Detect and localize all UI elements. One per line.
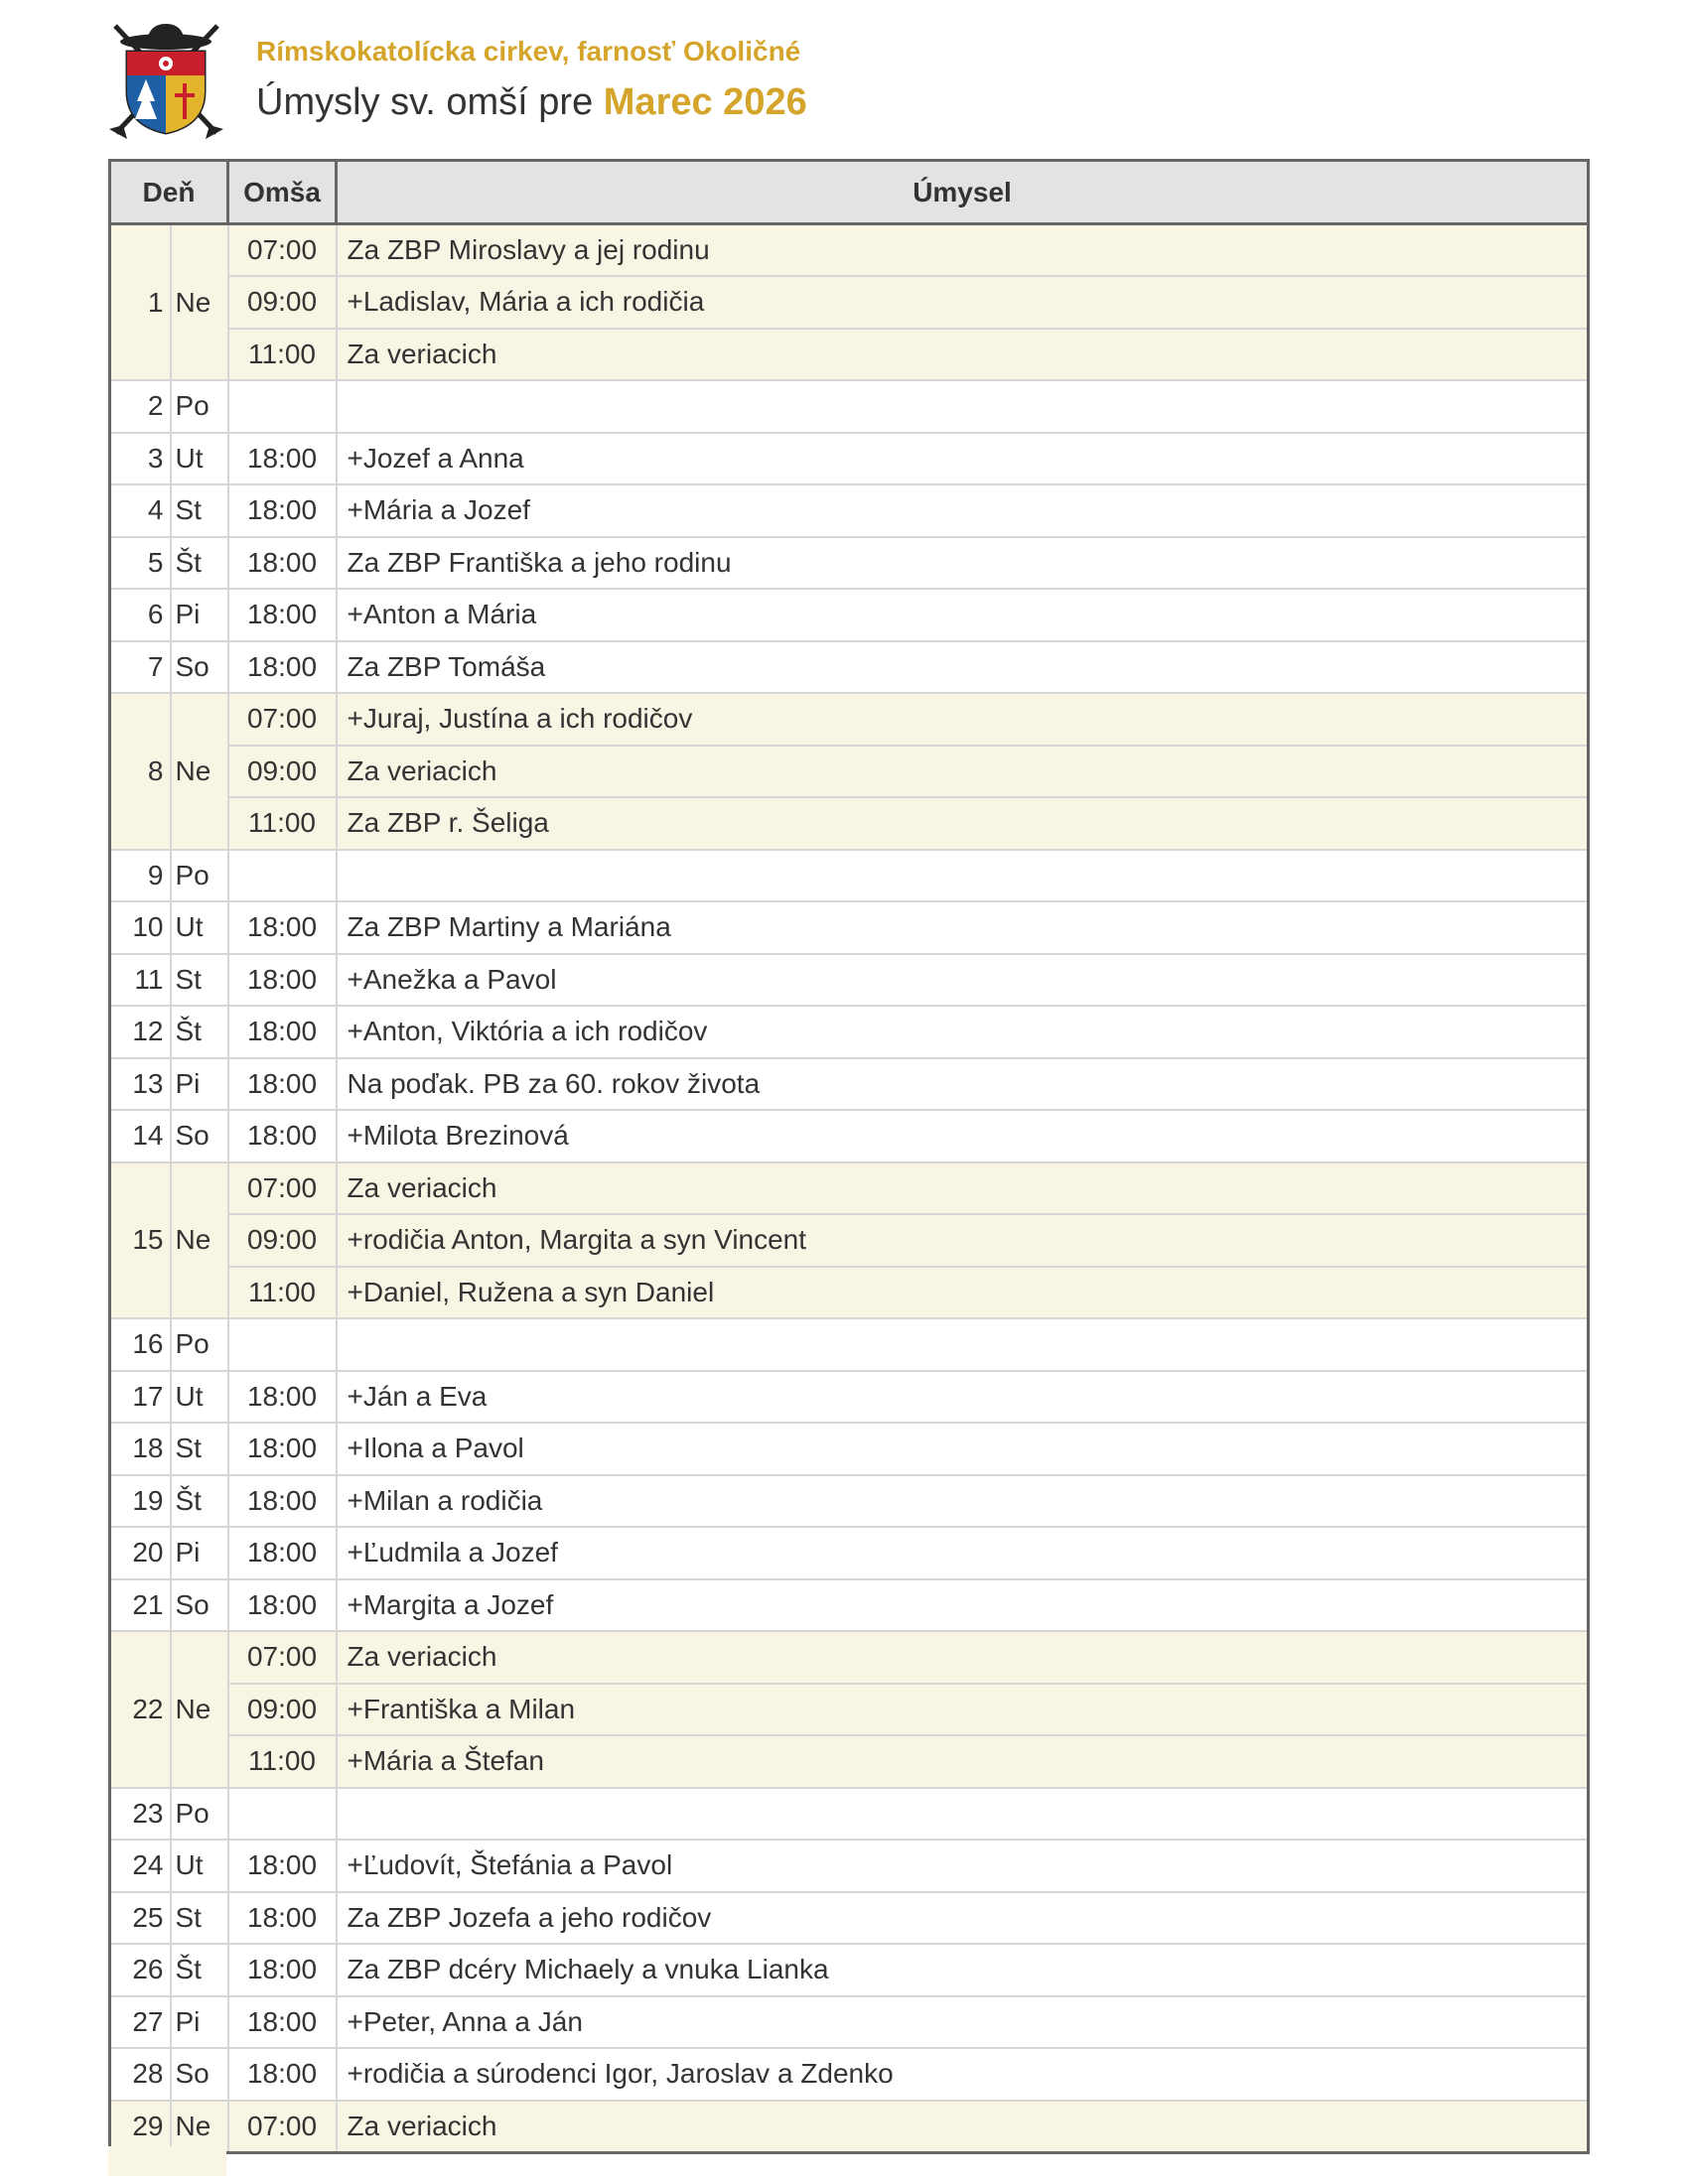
day-number: 26	[110, 1944, 171, 1996]
table-row	[110, 850, 1589, 902]
mass-time: 18:00	[228, 1996, 337, 2049]
mass-intention: +Jozef a Anna	[337, 433, 1589, 485]
mass-intention: +Mária a Štefan	[337, 1735, 1589, 1788]
table-row	[110, 329, 1589, 381]
day-of-week: Po	[171, 1318, 228, 1371]
day-of-week: Ut	[171, 901, 228, 954]
table-row	[110, 1058, 1589, 1111]
month-label: Marec 2026	[603, 81, 807, 123]
table-row	[110, 2048, 1589, 2101]
day-of-week: St	[171, 1423, 228, 1475]
mass-intention	[337, 1318, 1589, 1371]
mass-intention: +Milota Brezinová	[337, 1110, 1589, 1162]
day-number: 29	[110, 2101, 171, 2153]
mass-intention: Za ZBP Miroslavy a jej rodinu	[337, 224, 1589, 277]
page-title	[256, 81, 807, 124]
day-number: 1	[110, 224, 171, 381]
table-body	[110, 224, 1589, 2153]
mass-intention	[337, 380, 1589, 433]
mass-time: 07:00	[228, 224, 337, 277]
mass-time: 07:00	[228, 693, 337, 746]
day-of-week: Ne	[171, 693, 228, 850]
day-number: 16	[110, 1318, 171, 1371]
day-number: 18	[110, 1423, 171, 1475]
table-row	[110, 1684, 1589, 1736]
mass-time: 07:00	[228, 2101, 337, 2153]
mass-intention: Za ZBP r. Šeliga	[337, 797, 1589, 850]
mass-intentions-table-wrapper	[108, 159, 1587, 2154]
table-row	[110, 1631, 1589, 1684]
mass-intention	[337, 850, 1589, 902]
table-row	[110, 1110, 1589, 1162]
day-of-week: Št	[171, 537, 228, 590]
mass-time: 18:00	[228, 537, 337, 590]
day-number: 2	[110, 380, 171, 433]
mass-time: 18:00	[228, 901, 337, 954]
table-row	[110, 1006, 1589, 1058]
mass-time: 11:00	[228, 1735, 337, 1788]
mass-time: 11:00	[228, 1267, 337, 1319]
day-number: 15	[110, 1162, 171, 1319]
mass-time: 18:00	[228, 1527, 337, 1579]
day-number: 17	[110, 1371, 171, 1424]
day-of-week: Ne	[171, 224, 228, 381]
mass-time: 18:00	[228, 1423, 337, 1475]
mass-time: 18:00	[228, 1475, 337, 1528]
mass-intention: Za veriacich	[337, 746, 1589, 798]
day-number: 11	[110, 954, 171, 1007]
column-header-day: Deň	[110, 161, 228, 224]
mass-intention: +Ladislav, Mária a ich rodičia	[337, 276, 1589, 329]
day-number: 19	[110, 1475, 171, 1528]
table-row	[110, 1318, 1589, 1371]
day-number: 3	[110, 433, 171, 485]
mass-time: 18:00	[228, 589, 337, 641]
day-of-week: Po	[171, 1788, 228, 1841]
table-row	[110, 1267, 1589, 1319]
day-number: 23	[110, 1788, 171, 1841]
table-row	[110, 1162, 1589, 1215]
day-of-week: St	[171, 1892, 228, 1945]
mass-intention: +Ilona a Pavol	[337, 1423, 1589, 1475]
day-of-week: St	[171, 954, 228, 1007]
day-number: 20	[110, 1527, 171, 1579]
day-number: 21	[110, 1579, 171, 1632]
mass-intention: +Mária a Jozef	[337, 484, 1589, 537]
mass-intention: Za veriacich	[337, 1162, 1589, 1215]
table-row	[110, 693, 1589, 746]
day-number: 24	[110, 1840, 171, 1892]
sunday-row-continuation	[108, 2146, 226, 2176]
table-row	[110, 746, 1589, 798]
day-of-week: Ne	[171, 2101, 228, 2153]
table-row	[110, 276, 1589, 329]
day-of-week: St	[171, 484, 228, 537]
table-row	[110, 641, 1589, 694]
table-row	[110, 1840, 1589, 1892]
day-number: 28	[110, 2048, 171, 2101]
day-number: 10	[110, 901, 171, 954]
table-row	[110, 1944, 1589, 1996]
table-row	[110, 1214, 1589, 1267]
day-of-week: Ne	[171, 1162, 228, 1319]
column-header-intention: Úmysel	[337, 161, 1589, 224]
day-of-week: Pi	[171, 1996, 228, 2049]
mass-time: 09:00	[228, 1214, 337, 1267]
day-of-week: Ne	[171, 1631, 228, 1788]
day-number: 5	[110, 537, 171, 590]
mass-intention: +Ľudmila a Jozef	[337, 1527, 1589, 1579]
mass-intention: +Anton, Viktória a ich rodičov	[337, 1006, 1589, 1058]
mass-intention: +Margita a Jozef	[337, 1579, 1589, 1632]
table-row	[110, 1423, 1589, 1475]
day-of-week: Št	[171, 1475, 228, 1528]
mass-time: 18:00	[228, 1892, 337, 1945]
mass-time	[228, 850, 337, 902]
mass-intention: Za veriacich	[337, 329, 1589, 381]
mass-intention: +rodičia Anton, Margita a syn Vincent	[337, 1214, 1589, 1267]
day-number: 12	[110, 1006, 171, 1058]
mass-intention: +Peter, Anna a Ján	[337, 1996, 1589, 2049]
mass-time: 18:00	[228, 484, 337, 537]
table-row	[110, 901, 1589, 954]
table-row	[110, 1892, 1589, 1945]
mass-time	[228, 1788, 337, 1841]
table-row	[110, 2101, 1589, 2153]
table-row	[110, 954, 1589, 1007]
table-row	[110, 1735, 1589, 1788]
day-of-week: Po	[171, 850, 228, 902]
table-row	[110, 380, 1589, 433]
day-of-week: Št	[171, 1006, 228, 1058]
table-row	[110, 797, 1589, 850]
mass-time: 18:00	[228, 1840, 337, 1892]
table-row	[110, 484, 1589, 537]
mass-intention: +Juraj, Justína a ich rodičov	[337, 693, 1589, 746]
day-number: 14	[110, 1110, 171, 1162]
mass-time: 18:00	[228, 433, 337, 485]
table-row	[110, 589, 1589, 641]
mass-intention: Za ZBP Františka a jeho rodinu	[337, 537, 1589, 590]
title-prefix: Úmysly sv. omší pre	[256, 81, 594, 123]
parish-coat-of-arms-logo	[109, 22, 223, 141]
mass-intention: +rodičia a súrodenci Igor, Jaroslav a Zdenko	[337, 2048, 1589, 2101]
mass-time: 18:00	[228, 1110, 337, 1162]
column-header-mass: Omša	[228, 161, 337, 224]
day-of-week: Št	[171, 1944, 228, 1996]
table-row	[110, 1788, 1589, 1841]
table-header-row	[110, 161, 1589, 224]
mass-intention: Za ZBP dcéry Michaely a vnuka Lianka	[337, 1944, 1589, 1996]
day-number: 25	[110, 1892, 171, 1945]
day-number: 7	[110, 641, 171, 694]
mass-time: 09:00	[228, 746, 337, 798]
table-row	[110, 1527, 1589, 1579]
day-number: 13	[110, 1058, 171, 1111]
day-of-week: Po	[171, 380, 228, 433]
table-row	[110, 1579, 1589, 1632]
mass-intention: +Františka a Milan	[337, 1684, 1589, 1736]
table-row	[110, 224, 1589, 277]
mass-time: 18:00	[228, 641, 337, 694]
mass-intention: Za veriacich	[337, 2101, 1589, 2153]
table-row	[110, 1996, 1589, 2049]
day-of-week: Ut	[171, 1371, 228, 1424]
mass-intention: Na poďak. PB za 60. rokov života	[337, 1058, 1589, 1111]
mass-time: 18:00	[228, 1944, 337, 1996]
mass-intention: +Ján a Eva	[337, 1371, 1589, 1424]
day-number: 22	[110, 1631, 171, 1788]
day-of-week: Ut	[171, 433, 228, 485]
mass-time: 18:00	[228, 954, 337, 1007]
day-of-week: Pi	[171, 589, 228, 641]
mass-time: 18:00	[228, 1006, 337, 1058]
mass-intention: Za ZBP Tomáša	[337, 641, 1589, 694]
mass-intention: Za ZBP Jozefa a jeho rodičov	[337, 1892, 1589, 1945]
mass-time: 11:00	[228, 797, 337, 850]
mass-time	[228, 1318, 337, 1371]
day-number: 8	[110, 693, 171, 850]
mass-intention: Za veriacich	[337, 1631, 1589, 1684]
day-of-week: Ut	[171, 1840, 228, 1892]
mass-time: 09:00	[228, 1684, 337, 1736]
mass-time: 09:00	[228, 276, 337, 329]
day-of-week: Pi	[171, 1058, 228, 1111]
mass-intention: Za ZBP Martiny a Mariána	[337, 901, 1589, 954]
mass-time	[228, 380, 337, 433]
day-of-week: Pi	[171, 1527, 228, 1579]
mass-time: 11:00	[228, 329, 337, 381]
table-row	[110, 1371, 1589, 1424]
mass-intention: +Anežka a Pavol	[337, 954, 1589, 1007]
table-row	[110, 1475, 1589, 1528]
mass-time: 18:00	[228, 2048, 337, 2101]
mass-time: 18:00	[228, 1058, 337, 1111]
day-number: 4	[110, 484, 171, 537]
table-row	[110, 433, 1589, 485]
table-row	[110, 537, 1589, 590]
day-of-week: So	[171, 641, 228, 694]
day-number: 9	[110, 850, 171, 902]
mass-intention: +Daniel, Ružena a syn Daniel	[337, 1267, 1589, 1319]
mass-time: 07:00	[228, 1162, 337, 1215]
mass-intention: +Milan a rodičia	[337, 1475, 1589, 1528]
mass-time: 18:00	[228, 1371, 337, 1424]
mass-intention	[337, 1788, 1589, 1841]
mass-time: 18:00	[228, 1579, 337, 1632]
mass-intention: +Anton a Mária	[337, 589, 1589, 641]
mass-time: 07:00	[228, 1631, 337, 1684]
day-of-week: So	[171, 2048, 228, 2101]
day-of-week: So	[171, 1579, 228, 1632]
day-number: 6	[110, 589, 171, 641]
mass-intentions-table	[108, 159, 1590, 2154]
organization-name: Rímskokatolícka cirkev, farnosť Okoličné	[256, 36, 801, 67]
mass-intention: +Ľudovít, Štefánia a Pavol	[337, 1840, 1589, 1892]
day-of-week: So	[171, 1110, 228, 1162]
day-number: 27	[110, 1996, 171, 2049]
